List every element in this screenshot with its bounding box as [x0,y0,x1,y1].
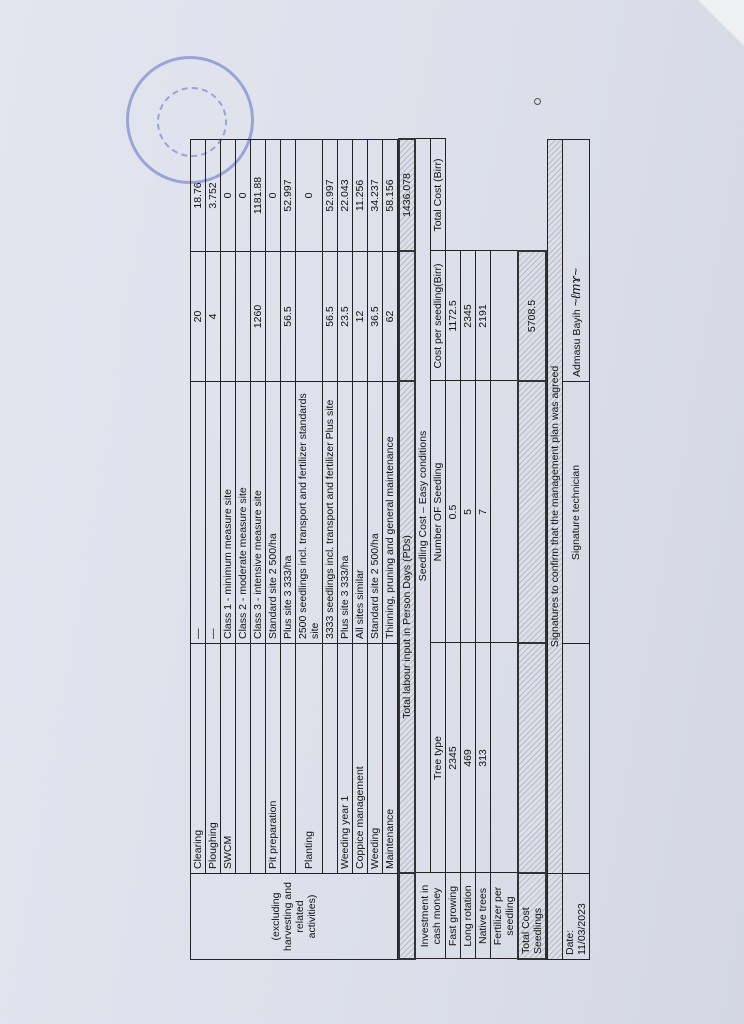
signature-table [547,139,590,960]
labour-cost: 0 [266,140,281,252]
labour-pd: 4 [206,252,221,382]
labour-activity [251,644,266,874]
labour-activity: Clearing [191,644,206,874]
total-seedling-value: 5708.5 [518,251,546,381]
labour-cost: 18.76 [191,140,206,252]
header-tree-type: Tree type [431,643,446,873]
seedling-type: Native trees [476,873,491,959]
seedling-cost: 0.5 [446,381,461,643]
labour-row [206,140,221,960]
labour-pd: 1260 [251,252,266,382]
labour-site: 3333 seedlings incl. transport and fertilizer Plus site [323,382,338,644]
labour-site: — [191,382,206,644]
labour-row [368,140,383,960]
labour-activity: Maintenance [383,644,398,874]
labour-table [190,139,398,960]
labour-cost: 11.256 [353,140,368,252]
seedling-cost [491,381,519,643]
header-number: Number OF Seedling [431,381,446,643]
labour-pd: 36.5 [368,252,383,382]
labour-activity: Coppice management [353,644,368,874]
seedling-total: 2191 [476,251,491,381]
seedling-total [491,251,519,381]
labour-activity [236,644,251,874]
labour-activity: SWCM [221,644,236,874]
seedling-row [446,139,461,959]
labour-pd: 56.5 [323,252,338,382]
labour-pd: 23.5 [338,252,353,382]
labour-activity: Weeding [368,644,383,874]
seedling-type: Long rotation [461,873,476,959]
labour-row [236,140,251,960]
folded-corner [698,0,744,46]
total-seedling-label: Total Cost Seedlings [518,873,546,959]
labour-site: Class 1 - minimum measure site [221,382,236,644]
labour-site: 2500 seedlings incl. transport and fertilizer standards site [296,382,323,644]
labour-activity: Ploughing [206,644,221,874]
labour-site: All sites similar [353,382,368,644]
labour-cost: 52.997 [323,140,338,252]
labour-activity [323,644,338,874]
labour-cost: 22.043 [338,140,353,252]
excluding-label: (excluding harvesting and related activities) [191,874,398,960]
total-labour-label: Total labour input in Person Days (PDs) [399,381,415,873]
seedling-number: 313 [476,643,491,873]
header-total: Total Cost (Birr) [431,139,446,251]
labour-cost: 34.237 [368,140,383,252]
seedling-row [461,139,476,959]
labour-cost: 0 [221,140,236,252]
date-label: Date: 11/03/2023 [563,874,590,960]
labour-cost: 58.156 [383,140,398,252]
labour-row [296,140,323,960]
labour-activity: Weeding year 1 [338,644,353,874]
labour-row [338,140,353,960]
seedling-number: 2345 [446,643,461,873]
labour-site: Plus site 3 333/ha [281,382,296,644]
seedling-total: 1172.5 [446,251,461,381]
seedling-type: Fast growing [446,873,461,959]
small-mark [534,98,541,105]
labour-site: Class 2 - moderate measure site [236,382,251,644]
seedling-number: 469 [461,643,476,873]
labour-activity [281,644,296,874]
labour-row [221,140,236,960]
seedling-row [476,139,491,959]
labour-pd: 62 [383,252,398,382]
labour-activity: Planting [296,644,323,874]
signature-label: Signature technician [563,382,590,644]
labour-site: — [206,382,221,644]
labour-row [191,140,206,960]
labour-pd: 20 [191,252,206,382]
labour-row [323,140,338,960]
investment-label: Investment in cash money [415,873,446,959]
seedling-type: Fertilizer per seedling [491,873,519,959]
labour-row [281,140,296,960]
labour-site: Thinning, pruning and general maintenance [383,382,398,644]
labour-pd [236,252,251,382]
labour-row [383,140,398,960]
seedling-table [398,138,547,960]
seedling-total: 2345 [461,251,476,381]
handwritten-signature: ~ℓmɤ~ [567,268,583,307]
seedling-row [491,139,519,959]
seedling-cost: 7 [476,381,491,643]
labour-cost: 0 [296,140,323,252]
labour-row [353,140,368,960]
agreement-statement: Signatures to confirm that the management plan was agreed [548,140,563,874]
seedling-title: Seedling Cost – Easy conditions [415,139,431,873]
header-cost: Cost per seedling(Birr) [431,251,446,381]
seedling-cost: 5 [461,381,476,643]
seedling-number [491,643,519,873]
labour-pd [221,252,236,382]
labour-pd: 12 [353,252,368,382]
labour-cost: 0 [236,140,251,252]
labour-site: Plus site 3 333/ha [338,382,353,644]
labour-cost: 3.752 [206,140,221,252]
labour-pd [266,252,281,382]
labour-activity: Pit preparation [266,644,281,874]
labour-site: Standard site 2 500/ha [368,382,383,644]
technician-name: Admasu Bayih [570,309,583,377]
labour-row [266,140,281,960]
labour-cost: 1181.88 [251,140,266,252]
labour-pd: 56.5 [281,252,296,382]
labour-cost: 52.997 [281,140,296,252]
rotated-table-area [190,140,710,960]
labour-site: Standard site 2 500/ha [266,382,281,644]
total-labour-value: 1436.078 [399,139,415,251]
labour-site: Class 3 - intensive measure site [251,382,266,644]
labour-pd [296,252,323,382]
labour-row [251,140,266,960]
